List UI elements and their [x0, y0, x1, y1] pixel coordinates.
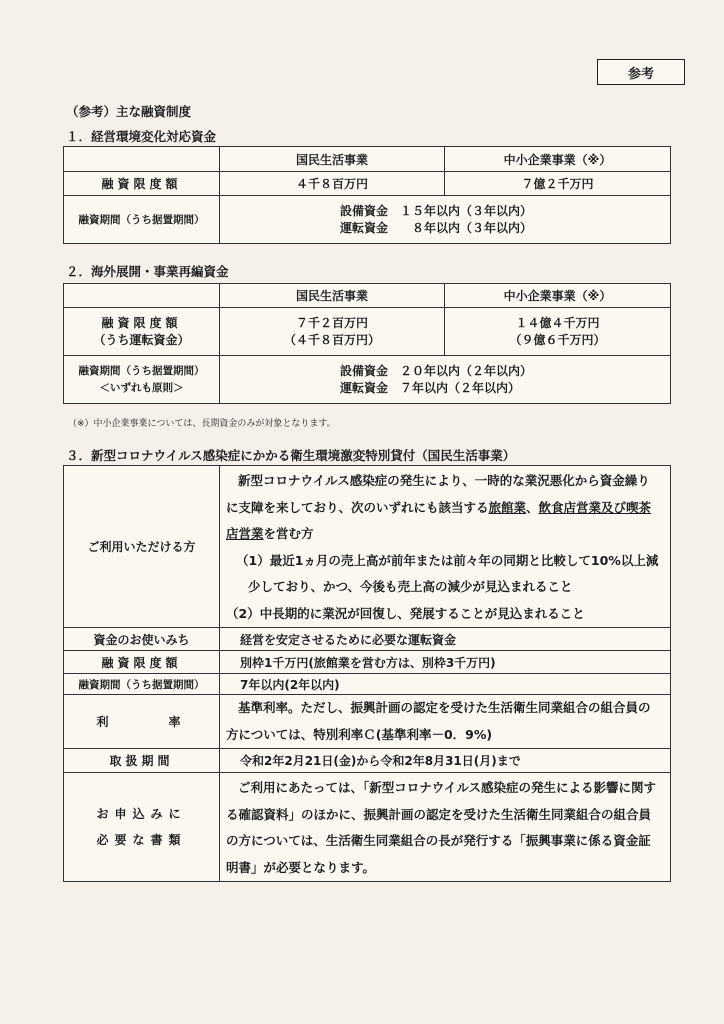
- section3-eligible-text-b: を営む方: [263, 526, 314, 541]
- main-heading: （参考）主な融資制度: [66, 104, 192, 119]
- section3-eligible-sep: 、: [526, 499, 539, 515]
- section2-limit-chusho-main: １４億４千万円: [515, 315, 600, 330]
- section2-header-kokumin: 国民生活事業: [220, 284, 445, 308]
- section2-limit-kokumin: [220, 308, 445, 356]
- section3-use-label: 資金のお使いみち: [64, 628, 220, 651]
- section3-rate-value: 基準利率。ただし、振興計画の認定を受けた生活衛生同業組合の組合員の方については、特別利率Ｃ(基準利率－0．9%): [220, 695, 671, 749]
- section1-table: [63, 146, 671, 244]
- section1-period-line-1: 設備資金 １５年以内（３年以内）: [340, 203, 533, 218]
- section1-empty-header: [64, 147, 220, 172]
- section3-rate-label: 利 率: [64, 695, 220, 749]
- section2-heading: ２．海外展開・事業再編資金: [66, 264, 229, 279]
- section3-eligible-text-a: 新型コロナウイルス感染症の発生により、一時的な業況悪化から資金繰りに支障を来しており、次のいずれにも該当する: [226, 473, 650, 515]
- section3-period-value: 7年以内(2年以内): [220, 674, 671, 695]
- section3-docs-label-line-1: お申込みに: [96, 807, 187, 821]
- section2-period-label: [64, 356, 220, 404]
- section3-docs-label-line-2: 必要な書類: [96, 833, 187, 847]
- section1-limit-chusho: ７億２千万円: [445, 172, 671, 196]
- section1-header-kokumin: 国民生活事業: [220, 147, 445, 172]
- section2-limit-kokumin-main: ７千２百万円: [295, 315, 368, 330]
- section3-eligible-paragraph: [226, 468, 662, 548]
- section3-eligible-value: [220, 466, 671, 628]
- section1-limit-kokumin: ４千８百万円: [220, 172, 445, 196]
- section3-eligible-item-1: （1）最近1ヵ月の売上高が前年または前々年の同期と比較して10%以上減少しており、かつ、今後も売上高の減少が見込まれること: [236, 552, 659, 594]
- section1-period-value: [220, 196, 671, 244]
- section2-limit-label-sub: （うち運転資金）: [93, 332, 190, 347]
- section2-limit-chusho: [445, 308, 671, 356]
- section1-limit-label: 融資限度額: [64, 172, 220, 196]
- section3-eligible-inshoku: 飲食店営業及び喫茶店営業: [226, 499, 652, 541]
- section3-term-value: 令和2年2月21日(金)から令和2年8月31日(月)まで: [220, 749, 671, 773]
- section2-table: [63, 283, 671, 404]
- section2-limit-kokumin-sub: （４千８百万円）: [283, 332, 380, 347]
- section3-period-label: 融資期間（うち据置期間）: [64, 674, 220, 695]
- section3-table: [63, 465, 671, 882]
- section2-limit-label-main: 融資限度額: [101, 315, 182, 330]
- reference-label: 参考: [597, 59, 685, 85]
- section3-term-label: 取扱期間: [64, 749, 220, 773]
- section3-docs-label: [64, 773, 220, 882]
- section3-limit-label: 融資限度額: [64, 651, 220, 674]
- section3-docs-value: ご利用にあたっては、「新型コロナウイルス感染症の発生による影響に関する確認資料」のほかに、振興計画の認定を受けた生活衛生同業組合の組合員の方については、生活衛生同業組合の長が発行する「振興事業に係る資金証明書」が必要となります。: [220, 773, 671, 882]
- section1-header-chusho: 中小企業事業（※）: [445, 147, 671, 172]
- section3-eligible-ryokan: 旅館業: [488, 499, 527, 515]
- section1-period-label: 融資期間（うち据置期間）: [64, 196, 220, 244]
- section2-empty-header: [64, 284, 220, 308]
- section3-heading: ３．新型コロナウイルス感染症にかかる衛生環境激変特別貸付（国民生活事業）: [66, 448, 516, 463]
- section2-header-chusho: 中小企業事業（※）: [445, 284, 671, 308]
- section2-period-line-1: 設備資金 ２０年以内（２年以内）: [340, 363, 533, 378]
- section1-period-line-2: 運転資金 ８年以内（３年以内）: [340, 220, 533, 235]
- section3-limit-value: 別枠1千万円(旅館業を営む方は、別枠3千万円): [220, 651, 671, 674]
- section2-limit-label: [64, 308, 220, 356]
- section2-period-line-2: 運転資金 ７年以内（２年以内）: [340, 380, 521, 395]
- footnote: （※）中小企業事業については、長期資金のみが対象となります。: [68, 419, 336, 429]
- section2-period-label-main: 融資期間（うち据置期間）: [78, 364, 205, 377]
- section2-period-value: [220, 356, 671, 404]
- section3-eligible-label: ご利用いただける方: [64, 466, 220, 628]
- section3-use-value: 経営を安定させるために必要な運転資金: [220, 628, 671, 651]
- section2-period-label-sub: ＜いずれも原則＞: [99, 381, 184, 394]
- section3-eligible-item-2: （2）中長期的に業況が回復し、発展することが見込まれること: [226, 605, 585, 621]
- section1-heading: １．経営環境変化対応資金: [66, 129, 217, 144]
- section2-limit-chusho-sub: （９億６千万円）: [509, 332, 606, 347]
